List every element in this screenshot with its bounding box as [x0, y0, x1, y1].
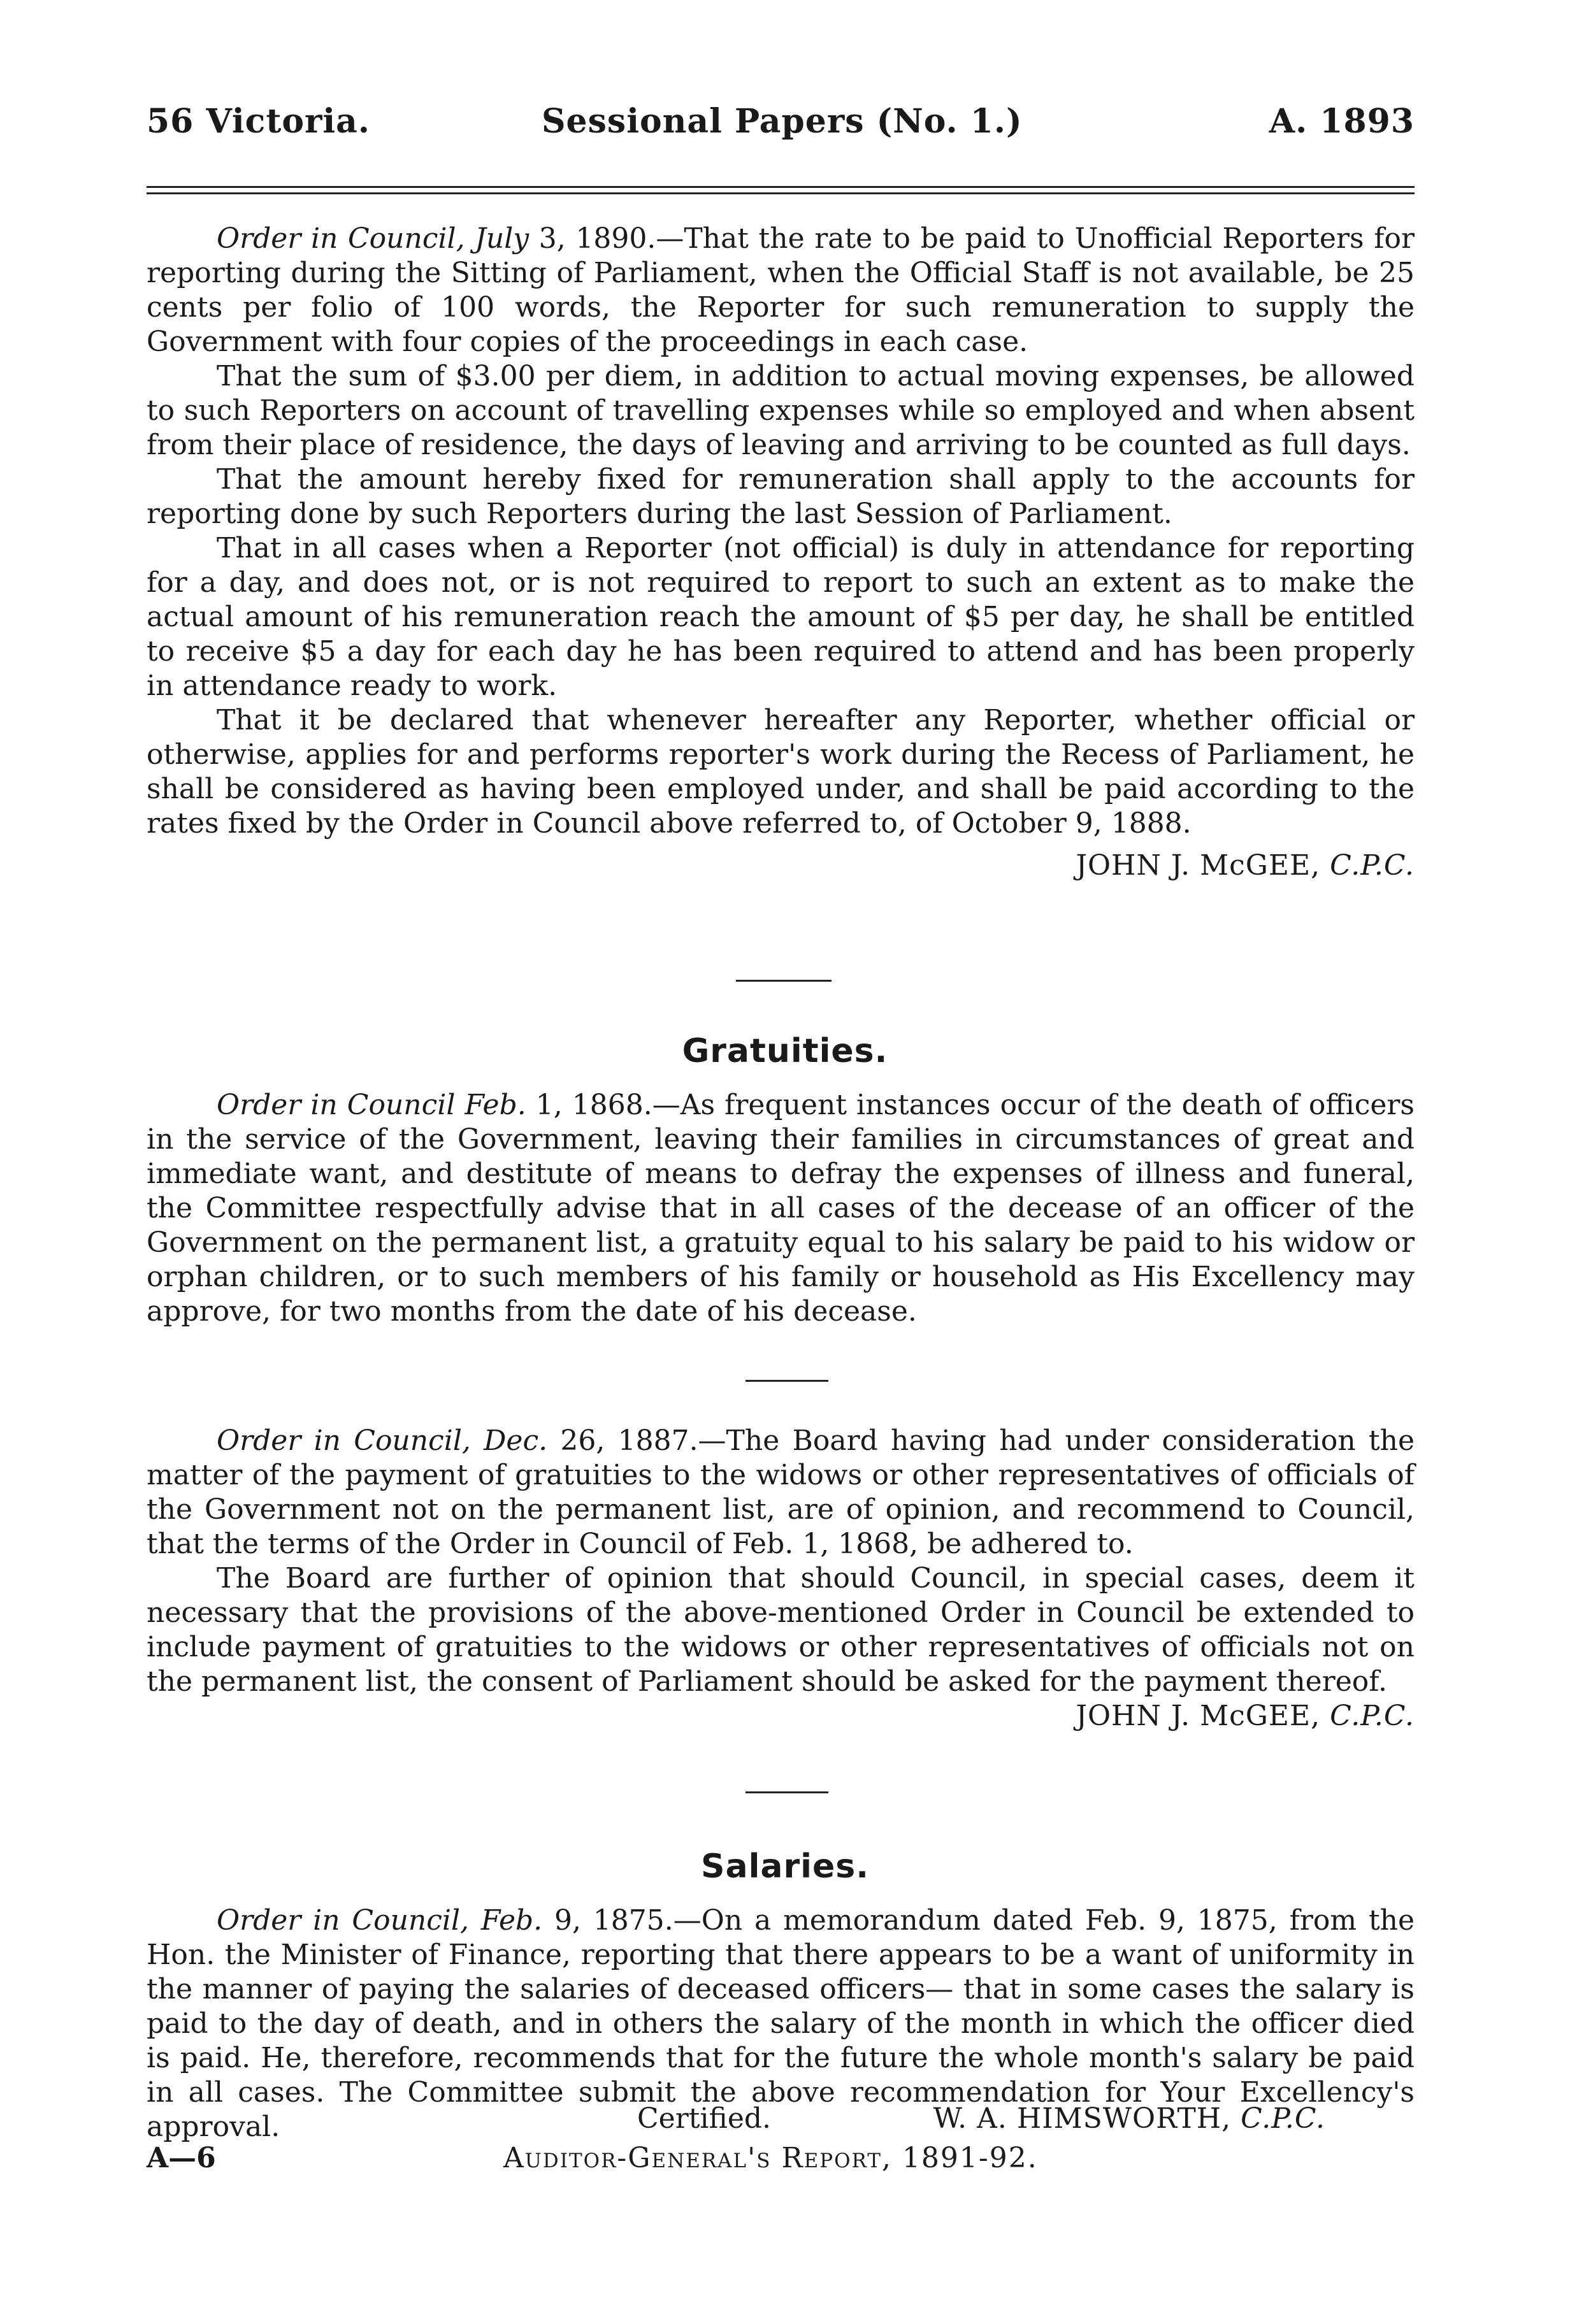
- gratuities-paragraph-1: [147, 1088, 1415, 1329]
- paragraph-text: 26, 1887.—The Board having had under consideration the matter of the payment of gratuities to the widows or other representatives of officials of the Government not on the permanent list, are of opinion, and recommend to Council, that the terms of the Order in Council of Feb. 1, 1868, be adhered to.: [147, 1424, 1415, 1560]
- reporters-signature: [147, 849, 1415, 883]
- gratuities-heading: Gratuities.: [682, 1032, 888, 1070]
- reporters-paragraph-5: That it be declared that whenever hereafter any Reporter, whether official or otherwise, applies for and performs reporter's work during the Recess of Parliament, he shall be considered as having been employed under, and shall be paid according to the rates fixed by the Order in Council above referred to, of October 9, 1888.: [147, 704, 1415, 840]
- page-header: [147, 102, 1415, 153]
- header-year: A. 1893: [1269, 102, 1415, 141]
- order-reference: Order in Council, Feb.: [217, 1904, 543, 1937]
- footer-signature: [933, 2102, 1325, 2135]
- gratuities-section: [147, 1088, 1415, 1329]
- gratuities-paragraph-3: The Board are further of opinion that should Council, in special cases, deem it necessary that the provisions of the above-mentioned Order in Council be extended to include payment of gratuities to the widows or other representatives of officials not on the permanent list, the consent of Parliament should be asked for the payment thereof.: [147, 1562, 1415, 1698]
- order-reference: Order in Council, Dec.: [217, 1424, 548, 1457]
- short-divider: [745, 1380, 828, 1382]
- salaries-heading: Salaries.: [701, 1847, 869, 1886]
- page-number: A—6: [147, 2142, 216, 2174]
- signature-title: C.P.C.: [1330, 849, 1415, 882]
- signature-title: C.P.C.: [1330, 1700, 1415, 1732]
- page-footer: [147, 2102, 1415, 2179]
- signature-name: JOHN J. McGEE,: [1076, 849, 1321, 882]
- reporters-section: [147, 222, 1415, 883]
- signature-title: C.P.C.: [1241, 2102, 1325, 2135]
- gratuities-signature: [147, 1699, 1415, 1733]
- signature-name: W. A. HIMSWORTH,: [933, 2102, 1232, 2135]
- report-title: Auditor-General's Report, 1891-92.: [503, 2142, 1038, 2174]
- paragraph-text: 9, 1875.—On a memorandum dated Feb. 9, 1875, from the Hon. the Minister of Finance, reporting that there appears to be a want of uniformity in the manner of paying the salaries of deceased officers— that in some cases the salary is paid to the day of death, and in others the salary of the month in which the officer died is paid. He, therefore, recommends that for the future the whole month's salary be paid in all cases. The Committee submit the above recommendation for Your Excellency's approval.: [147, 1904, 1415, 2143]
- signature-name: JOHN J. McGEE,: [1076, 1700, 1321, 1732]
- section-divider: [736, 980, 832, 982]
- gratuities-paragraph-2: [147, 1424, 1415, 1561]
- paragraph-text: 3, 1890.—That the rate to be paid to Unofficial Reporters for reporting during the Sitting of Parliament, when the Official Staff is not available, be 25 cents per folio of 100 words, the Reporter for such remuneration to supply the Government with four copies of the proceedings in each case.: [147, 222, 1415, 358]
- gratuities-section-continued: [147, 1424, 1415, 1733]
- reporters-paragraph-2: That the sum of $3.00 per diem, in addition to actual moving expenses, be allowed to such Reporters on account of travelling expenses while so employed and when absent from their place of residence, the days of leaving and arriving to be counted as full days.: [147, 360, 1415, 461]
- order-reference: Order in Council, July: [217, 222, 529, 255]
- header-rule-top: [147, 186, 1415, 188]
- header-title: Sessional Papers (No. 1.): [542, 102, 1023, 141]
- paragraph-text: 1, 1868.—As frequent instances occur of the death of officers in the service of the Government, leaving their families in circumstances of great and immediate want, and destitute of means to defray the expenses of illness and funeral, the Committee respectfully advise that in all cases of the decease of an officer of the Government on the permanent list, a gratuity equal to his salary be paid to his widow or orphan children, or to such members of his family or household as His Excellency may approve, for two months from the date of his decease.: [147, 1089, 1415, 1328]
- reporters-paragraph-3: That the amount hereby fixed for remuneration shall apply to the accounts for reporting done by such Reporters during the last Session of Parliament.: [147, 463, 1415, 530]
- header-rule-bottom: [147, 192, 1415, 194]
- header-volume: 56 Victoria.: [147, 102, 370, 141]
- certified-label: Certified.: [637, 2102, 772, 2135]
- section-divider: [745, 1791, 828, 1793]
- reporters-paragraph-4: That in all cases when a Reporter (not official) is duly in attendance for reporting for a day, and does not, or is not required to report to such an extent as to make the actual amount of his remuneration reach the amount of $5 per day, he shall be entitled to receive $5 a day for each day he has been required to attend and has been properly in attendance ready to work.: [147, 532, 1415, 702]
- reporters-paragraph-1: [147, 222, 1415, 359]
- order-reference: Order in Council Feb.: [217, 1089, 526, 1121]
